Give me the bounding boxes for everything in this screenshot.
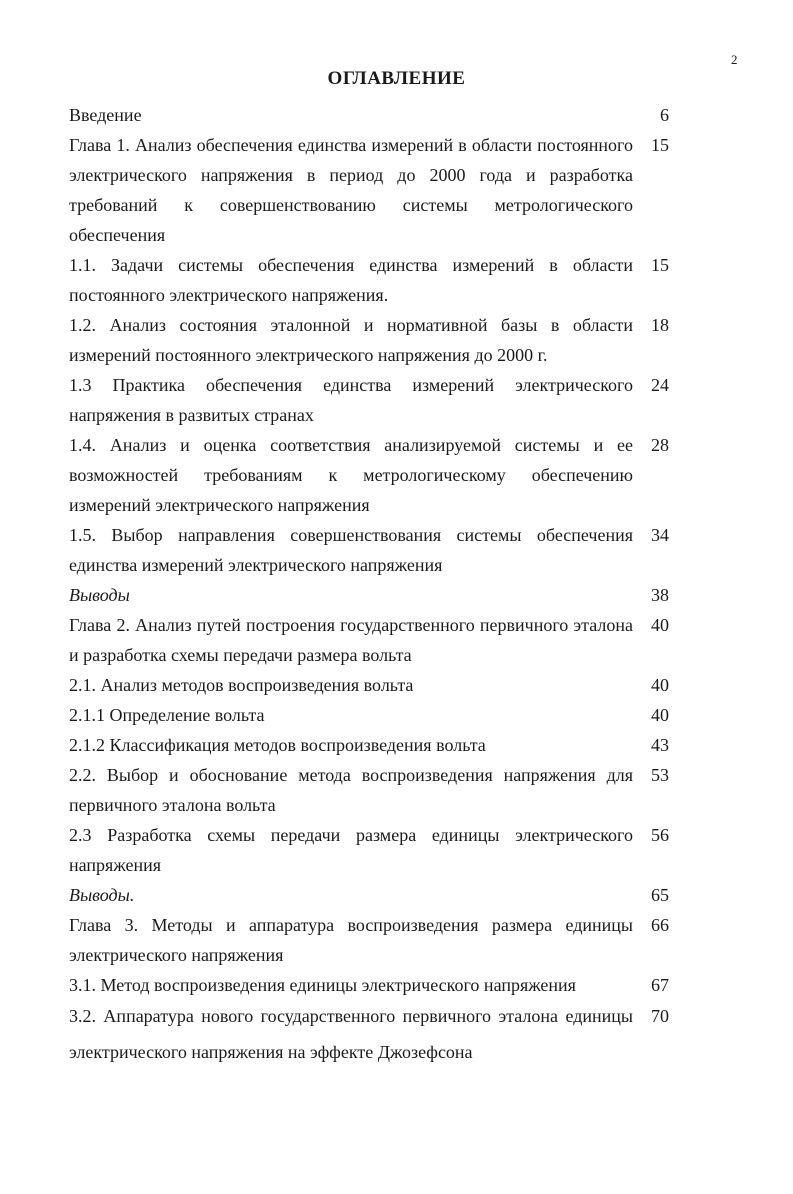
toc-entry (69, 250, 669, 310)
toc-entry (69, 370, 669, 430)
toc-entry-page: 18 (651, 315, 669, 335)
toc-entry-page: 56 (651, 825, 669, 845)
toc-entry-title: Глава 3. Методы и аппаратура воспроизведения размера единицы электрического напряжения (69, 915, 633, 965)
toc-entry (69, 760, 669, 820)
toc-entry-page: 67 (651, 975, 669, 995)
toc-entry (69, 100, 669, 130)
toc-entry (69, 130, 669, 250)
toc-entry-title: 2.2. Выбор и обоснование метода воспроизведения напряжения для первичного эталона вольта (69, 765, 633, 815)
toc-entry-title: 3.2. Аппаратура нового государственного первичного эталона единицы электрического напряжения на эффекте Джозефсона (69, 1006, 633, 1062)
toc-entry (69, 670, 669, 700)
toc-entry (69, 730, 669, 760)
toc-entry-title: Выводы (69, 585, 130, 605)
toc-entry-page: 40 (651, 615, 669, 635)
table-of-contents (69, 100, 669, 1070)
toc-entry-title: Введение (69, 105, 142, 125)
toc-entry-title: 2.1. Анализ методов воспроизведения вольта (69, 675, 414, 695)
toc-entry-title: 1.5. Выбор направления совершенствования системы обеспечения единства измерений электрического напряжения (69, 525, 633, 575)
page-title: ОГЛАВЛЕНИЕ (327, 68, 466, 89)
toc-entry-page: 38 (651, 585, 669, 605)
toc-entry-page: 24 (651, 375, 669, 395)
toc-entry-title: Выводы. (69, 885, 135, 905)
toc-entry-title: 2.1.2 Классификация методов воспроизведения вольта (69, 735, 486, 755)
toc-entry-page: 40 (651, 705, 669, 725)
toc-entry-title: 2.3 Разработка схемы передачи размера единицы электрического напряжения (69, 825, 633, 875)
toc-entry-page: 65 (651, 885, 669, 905)
toc-entry-page: 70 (651, 1006, 669, 1026)
toc-entry-title: Глава 2. Анализ путей построения государственного первичного эталона и разработка схемы передачи размера вольта (69, 615, 633, 665)
toc-entry-page: 40 (651, 675, 669, 695)
toc-entry (69, 580, 669, 610)
toc-entry-title: 2.1.1 Определение вольта (69, 705, 265, 725)
toc-entry (69, 970, 669, 1000)
toc-entry-page: 34 (651, 525, 669, 545)
toc-entry (69, 820, 669, 880)
toc-entry (69, 430, 669, 520)
toc-entry-title: 3.1. Метод воспроизведения единицы электрического напряжения (69, 975, 576, 995)
toc-entry-page: 28 (651, 435, 669, 455)
toc-entry-title: Глава 1. Анализ обеспечения единства измерений в области постоянного электрического напряжения в период до 2000 года и разработка требований к совершенствованию системы метрологического обеспечения (69, 135, 633, 245)
toc-entry-page: 66 (651, 915, 669, 935)
toc-entry (69, 910, 669, 970)
toc-entry-page: 15 (651, 255, 669, 275)
toc-entry-title: 1.3 Практика обеспечения единства измерений электрического напряжения в развитых странах (69, 375, 633, 425)
toc-entry-page: 53 (651, 765, 669, 785)
toc-entry-page: 43 (651, 735, 669, 755)
toc-entry (69, 880, 669, 910)
toc-entry-title: 1.2. Анализ состояния эталонной и нормативной базы в области измерений постоянного электрического напряжения до 2000 г. (69, 315, 633, 365)
toc-entry (69, 700, 669, 730)
toc-entry-title: 1.1. Задачи системы обеспечения единства измерений в области постоянного электрического напряжения. (69, 255, 633, 305)
page-number: 2 (731, 52, 738, 67)
toc-entry (69, 310, 669, 370)
toc-entry (69, 998, 669, 1070)
toc-entry (69, 610, 669, 670)
toc-entry (69, 520, 669, 580)
toc-entry-page: 15 (651, 135, 669, 155)
toc-entry-page: 6 (660, 105, 669, 125)
toc-entry-title: 1.4. Анализ и оценка соответствия анализируемой системы и ее возможностей требованиям к метрологическому обеспечению измерений электрического напряжения (69, 435, 633, 515)
